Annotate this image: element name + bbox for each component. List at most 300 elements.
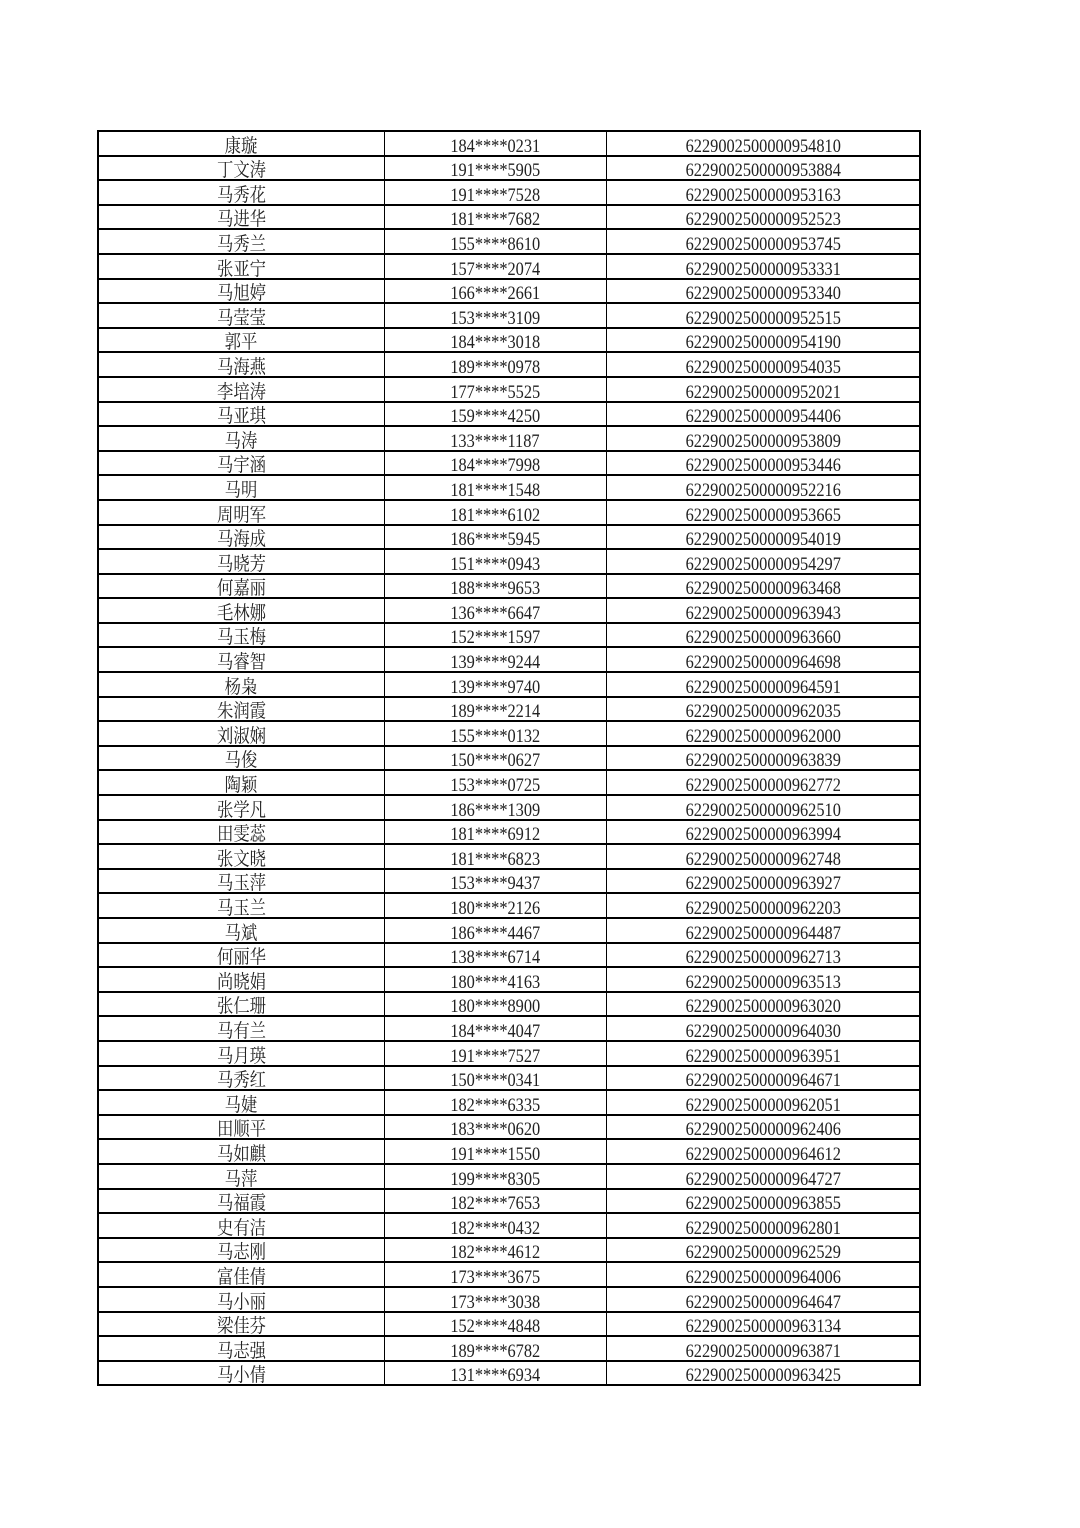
phone-cell <box>384 1164 606 1189</box>
phone-text: 166****2661 <box>450 283 540 304</box>
phone-cell <box>384 426 606 451</box>
phone-text: 186****4467 <box>450 922 540 943</box>
phone-text: 181****6102 <box>450 504 540 525</box>
name-text: 马婕 <box>224 1094 258 1115</box>
name-cell <box>98 697 384 722</box>
phone-text: 189****6782 <box>450 1340 540 1361</box>
account-text: 6229002500000953163 <box>685 184 841 205</box>
account-text: 6229002500000964671 <box>685 1070 841 1091</box>
account-cell <box>606 943 920 968</box>
account-cell <box>606 770 920 795</box>
account-text: 6229002500000962203 <box>685 898 841 918</box>
name-cell <box>98 131 384 156</box>
phone-cell <box>384 180 606 205</box>
table-row <box>98 1238 920 1263</box>
name-text: 何丽华 <box>216 947 266 968</box>
account-text: 6229002500000962035 <box>685 701 841 722</box>
account-cell <box>606 328 920 353</box>
account-text: 6229002500000964698 <box>685 652 841 673</box>
phone-text: 155****8610 <box>450 233 540 254</box>
name-text: 马萍 <box>224 1168 258 1189</box>
phone-cell <box>384 377 606 402</box>
phone-text: 151****0943 <box>450 553 540 574</box>
name-cell <box>98 1262 384 1287</box>
account-cell <box>606 967 920 992</box>
table-row <box>98 598 920 623</box>
account-cell <box>606 156 920 181</box>
phone-cell <box>384 1139 606 1164</box>
name-cell <box>98 672 384 697</box>
name-cell <box>98 721 384 746</box>
table-row <box>98 131 920 156</box>
name-text: 尚晓娟 <box>216 971 266 992</box>
phone-text: 181****6823 <box>450 848 540 869</box>
table-row <box>98 943 920 968</box>
phone-text: 182****6335 <box>450 1094 540 1115</box>
name-cell <box>98 598 384 623</box>
name-text: 马莹莹 <box>216 307 266 328</box>
name-cell <box>98 1066 384 1091</box>
account-text: 6229002500000952515 <box>685 307 841 328</box>
account-text: 6229002500000953809 <box>685 430 841 451</box>
name-cell <box>98 229 384 254</box>
name-text: 马进华 <box>216 209 266 230</box>
phone-cell <box>384 500 606 525</box>
phone-text: 133****1187 <box>450 430 540 451</box>
account-cell <box>606 303 920 328</box>
account-text: 6229002500000964030 <box>685 1020 841 1041</box>
account-cell <box>606 647 920 672</box>
account-text: 6229002500000963871 <box>685 1340 841 1361</box>
phone-cell <box>384 967 606 992</box>
name-text: 马海燕 <box>216 356 266 377</box>
account-cell <box>606 992 920 1017</box>
phone-cell <box>384 352 606 377</box>
name-text: 李培涛 <box>216 381 266 402</box>
table-row <box>98 721 920 746</box>
name-cell <box>98 869 384 894</box>
name-cell <box>98 1115 384 1140</box>
phone-cell <box>384 697 606 722</box>
account-cell <box>606 574 920 599</box>
account-cell <box>606 1213 920 1238</box>
account-text: 6229002500000963943 <box>685 602 841 623</box>
table-row <box>98 697 920 722</box>
phone-text: 155****0132 <box>450 725 540 746</box>
account-cell <box>606 1312 920 1337</box>
name-text: 陶颖 <box>224 775 258 796</box>
name-cell <box>98 426 384 451</box>
phone-text: 157****2074 <box>450 258 540 279</box>
name-text: 马有兰 <box>216 1020 266 1041</box>
phone-text: 173****3038 <box>450 1291 540 1312</box>
table-row <box>98 500 920 525</box>
phone-cell <box>384 869 606 894</box>
account-cell <box>606 451 920 476</box>
phone-cell <box>384 549 606 574</box>
name-text: 马福霞 <box>216 1193 266 1214</box>
name-text: 马宇涵 <box>216 455 266 476</box>
table-row <box>98 549 920 574</box>
phone-cell <box>384 1189 606 1214</box>
name-cell <box>98 1016 384 1041</box>
phone-cell <box>384 1016 606 1041</box>
phone-text: 182****4612 <box>450 1242 540 1263</box>
table-row <box>98 180 920 205</box>
name-cell <box>98 1041 384 1066</box>
name-cell <box>98 1312 384 1337</box>
account-cell <box>606 820 920 845</box>
name-cell <box>98 770 384 795</box>
name-cell <box>98 1213 384 1238</box>
account-text: 6229002500000963855 <box>685 1193 841 1214</box>
phone-cell <box>384 1361 606 1386</box>
phone-cell <box>384 131 606 156</box>
phone-cell <box>384 475 606 500</box>
phone-cell <box>384 1213 606 1238</box>
phone-cell <box>384 1066 606 1091</box>
name-text: 马小丽 <box>216 1291 266 1312</box>
name-cell <box>98 820 384 845</box>
table-row <box>98 352 920 377</box>
name-text: 马志强 <box>216 1340 266 1361</box>
phone-cell <box>384 525 606 550</box>
account-text: 6229002500000954406 <box>685 406 841 427</box>
name-text: 何嘉丽 <box>216 578 266 599</box>
name-cell <box>98 525 384 550</box>
phone-cell <box>384 574 606 599</box>
name-cell <box>98 893 384 918</box>
account-text: 6229002500000962801 <box>685 1217 841 1238</box>
phone-text: 153****9437 <box>450 873 540 894</box>
table-row <box>98 844 920 869</box>
name-text: 马明 <box>224 479 258 500</box>
account-cell <box>606 1336 920 1361</box>
phone-text: 153****3109 <box>450 307 540 328</box>
table-row <box>98 1090 920 1115</box>
table-row <box>98 672 920 697</box>
name-text: 马玉梅 <box>216 627 266 648</box>
account-cell <box>606 402 920 427</box>
account-cell <box>606 1016 920 1041</box>
account-cell <box>606 1090 920 1115</box>
table-row <box>98 918 920 943</box>
table-row <box>98 1287 920 1312</box>
name-cell <box>98 254 384 279</box>
name-cell <box>98 943 384 968</box>
name-text: 富佳倩 <box>216 1266 266 1287</box>
account-text: 6229002500000963660 <box>685 627 841 648</box>
name-text: 朱润霞 <box>216 701 266 722</box>
name-text: 刘淑娴 <box>216 725 266 746</box>
phone-text: 131****6934 <box>450 1365 540 1386</box>
phone-text: 180****8900 <box>450 996 540 1017</box>
phone-text: 184****3018 <box>450 332 540 353</box>
account-cell <box>606 1164 920 1189</box>
account-text: 6229002500000954810 <box>685 135 841 156</box>
name-text: 马睿智 <box>216 652 266 673</box>
name-text: 毛林娜 <box>216 602 266 623</box>
table-row <box>98 869 920 894</box>
account-text: 6229002500000962510 <box>685 799 841 820</box>
phone-text: 180****2126 <box>450 898 540 918</box>
name-text: 田顺平 <box>216 1119 266 1140</box>
account-cell <box>606 352 920 377</box>
name-text: 史有洁 <box>216 1217 266 1238</box>
account-text: 6229002500000963927 <box>685 873 841 894</box>
account-cell <box>606 131 920 156</box>
account-text: 6229002500000962772 <box>685 775 841 796</box>
account-text: 6229002500000952216 <box>685 479 841 500</box>
phone-cell <box>384 770 606 795</box>
account-text: 6229002500000964006 <box>685 1266 841 1287</box>
table-row <box>98 1361 920 1386</box>
table-row <box>98 279 920 304</box>
name-cell <box>98 402 384 427</box>
table-row <box>98 1189 920 1214</box>
name-cell <box>98 795 384 820</box>
table-row <box>98 451 920 476</box>
account-cell <box>606 500 920 525</box>
phone-text: 199****8305 <box>450 1168 540 1189</box>
name-cell <box>98 205 384 230</box>
account-cell <box>606 1041 920 1066</box>
name-text: 马秀兰 <box>216 233 266 254</box>
phone-cell <box>384 1262 606 1287</box>
phone-cell <box>384 402 606 427</box>
account-text: 6229002500000954297 <box>685 553 841 574</box>
name-cell <box>98 746 384 771</box>
account-text: 6229002500000953331 <box>685 258 841 279</box>
account-text: 6229002500000962529 <box>685 1242 841 1263</box>
name-text: 马志刚 <box>216 1242 266 1263</box>
account-cell <box>606 279 920 304</box>
account-text: 6229002500000964487 <box>685 922 841 943</box>
name-cell <box>98 1189 384 1214</box>
account-text: 6229002500000954190 <box>685 332 841 353</box>
name-text: 马如麒 <box>216 1143 266 1164</box>
phone-cell <box>384 943 606 968</box>
phone-cell <box>384 746 606 771</box>
table-row <box>98 1016 920 1041</box>
name-text: 丁文涛 <box>216 160 266 181</box>
phone-cell <box>384 229 606 254</box>
account-text: 6229002500000963134 <box>685 1316 841 1337</box>
name-cell <box>98 156 384 181</box>
phone-text: 184****7998 <box>450 455 540 476</box>
name-text: 马玉萍 <box>216 873 266 894</box>
name-text: 马秀红 <box>216 1070 266 1091</box>
phone-cell <box>384 893 606 918</box>
name-cell <box>98 451 384 476</box>
name-cell <box>98 475 384 500</box>
name-text: 马秀花 <box>216 184 266 205</box>
phone-text: 153****0725 <box>450 775 540 796</box>
phone-cell <box>384 303 606 328</box>
account-cell <box>606 1361 920 1386</box>
phone-cell <box>384 1090 606 1115</box>
name-text: 郭平 <box>224 332 258 353</box>
name-text: 张学凡 <box>216 799 266 820</box>
table-row <box>98 1213 920 1238</box>
table-row <box>98 623 920 648</box>
name-text: 马旭婷 <box>216 283 266 304</box>
account-text: 6229002500000964591 <box>685 676 841 697</box>
account-cell <box>606 918 920 943</box>
phone-cell <box>384 205 606 230</box>
table-row <box>98 1164 920 1189</box>
name-cell <box>98 279 384 304</box>
name-text: 马海成 <box>216 529 266 550</box>
table-row <box>98 475 920 500</box>
account-text: 6229002500000962748 <box>685 848 841 869</box>
account-text: 6229002500000963020 <box>685 996 841 1017</box>
name-cell <box>98 1238 384 1263</box>
name-text: 马斌 <box>224 922 258 943</box>
account-cell <box>606 1238 920 1263</box>
account-text: 6229002500000963513 <box>685 971 841 992</box>
phone-cell <box>384 1238 606 1263</box>
phone-text: 181****1548 <box>450 479 540 500</box>
account-text: 6229002500000963951 <box>685 1045 841 1066</box>
phone-cell <box>384 328 606 353</box>
name-cell <box>98 1336 384 1361</box>
account-text: 6229002500000964727 <box>685 1168 841 1189</box>
name-cell <box>98 500 384 525</box>
account-cell <box>606 205 920 230</box>
account-cell <box>606 795 920 820</box>
account-cell <box>606 598 920 623</box>
phone-cell <box>384 254 606 279</box>
table-row <box>98 820 920 845</box>
phone-cell <box>384 721 606 746</box>
table-row <box>98 1066 920 1091</box>
account-text: 6229002500000954019 <box>685 529 841 550</box>
account-text: 6229002500000954035 <box>685 356 841 377</box>
table-row <box>98 647 920 672</box>
phone-text: 186****1309 <box>450 799 540 820</box>
account-text: 6229002500000963994 <box>685 824 841 845</box>
account-cell <box>606 1287 920 1312</box>
name-cell <box>98 1090 384 1115</box>
name-text: 马月瑛 <box>216 1045 266 1066</box>
account-text: 6229002500000962000 <box>685 725 841 746</box>
account-text: 6229002500000963839 <box>685 750 841 771</box>
name-cell <box>98 1164 384 1189</box>
name-cell <box>98 647 384 672</box>
name-cell <box>98 967 384 992</box>
name-text: 马涛 <box>224 430 258 451</box>
phone-cell <box>384 156 606 181</box>
phone-cell <box>384 598 606 623</box>
table-row <box>98 574 920 599</box>
phone-cell <box>384 795 606 820</box>
table-row <box>98 1262 920 1287</box>
name-cell <box>98 549 384 574</box>
name-text: 田雯蕊 <box>216 824 266 845</box>
phone-cell <box>384 1041 606 1066</box>
account-cell <box>606 1115 920 1140</box>
phone-cell <box>384 1115 606 1140</box>
phone-cell <box>384 647 606 672</box>
account-cell <box>606 721 920 746</box>
phone-text: 150****0627 <box>450 750 540 771</box>
table-row <box>98 1336 920 1361</box>
name-text: 张仁珊 <box>216 996 266 1017</box>
account-cell <box>606 1262 920 1287</box>
phone-text: 159****4250 <box>450 406 540 427</box>
table-row <box>98 770 920 795</box>
account-cell <box>606 254 920 279</box>
table-row <box>98 1312 920 1337</box>
account-text: 6229002500000953884 <box>685 160 841 181</box>
account-text: 6229002500000964612 <box>685 1143 841 1164</box>
account-cell <box>606 426 920 451</box>
name-cell <box>98 623 384 648</box>
table-row <box>98 795 920 820</box>
table-row <box>98 746 920 771</box>
name-cell <box>98 574 384 599</box>
name-cell <box>98 1139 384 1164</box>
phone-cell <box>384 1287 606 1312</box>
phone-cell <box>384 1312 606 1337</box>
phone-text: 182****0432 <box>450 1217 540 1238</box>
name-cell <box>98 1287 384 1312</box>
account-text: 6229002500000962406 <box>685 1119 841 1140</box>
name-cell <box>98 328 384 353</box>
phone-cell <box>384 820 606 845</box>
phone-text: 181****6912 <box>450 824 540 845</box>
phone-text: 181****7682 <box>450 209 540 230</box>
phone-text: 150****0341 <box>450 1070 540 1091</box>
account-text: 6229002500000962051 <box>685 1094 841 1115</box>
phone-cell <box>384 844 606 869</box>
table-row <box>98 525 920 550</box>
phone-cell <box>384 451 606 476</box>
name-cell <box>98 918 384 943</box>
account-text: 6229002500000953745 <box>685 233 841 254</box>
account-cell <box>606 623 920 648</box>
phone-cell <box>384 279 606 304</box>
phone-text: 184****4047 <box>450 1020 540 1041</box>
account-cell <box>606 697 920 722</box>
account-text: 6229002500000953665 <box>685 504 841 525</box>
account-cell <box>606 844 920 869</box>
name-cell <box>98 992 384 1017</box>
name-cell <box>98 303 384 328</box>
name-text: 梁佳芬 <box>216 1316 266 1337</box>
name-cell <box>98 1361 384 1386</box>
phone-text: 191****5905 <box>450 160 540 181</box>
account-text: 6229002500000964647 <box>685 1291 841 1312</box>
phone-text: 191****7528 <box>450 184 540 205</box>
phone-text: 173****3675 <box>450 1266 540 1287</box>
account-cell <box>606 746 920 771</box>
name-text: 马玉兰 <box>216 898 266 918</box>
phone-cell <box>384 623 606 648</box>
account-text: 6229002500000953446 <box>685 455 841 476</box>
name-text: 马晓芳 <box>216 553 266 574</box>
name-cell <box>98 180 384 205</box>
phone-text: 184****0231 <box>450 135 540 156</box>
phone-cell <box>384 672 606 697</box>
table-row <box>98 254 920 279</box>
account-text: 6229002500000953340 <box>685 283 841 304</box>
phone-text: 139****9244 <box>450 652 540 673</box>
table-row <box>98 303 920 328</box>
phone-text: 177****5525 <box>450 381 540 402</box>
name-text: 康璇 <box>224 135 258 156</box>
